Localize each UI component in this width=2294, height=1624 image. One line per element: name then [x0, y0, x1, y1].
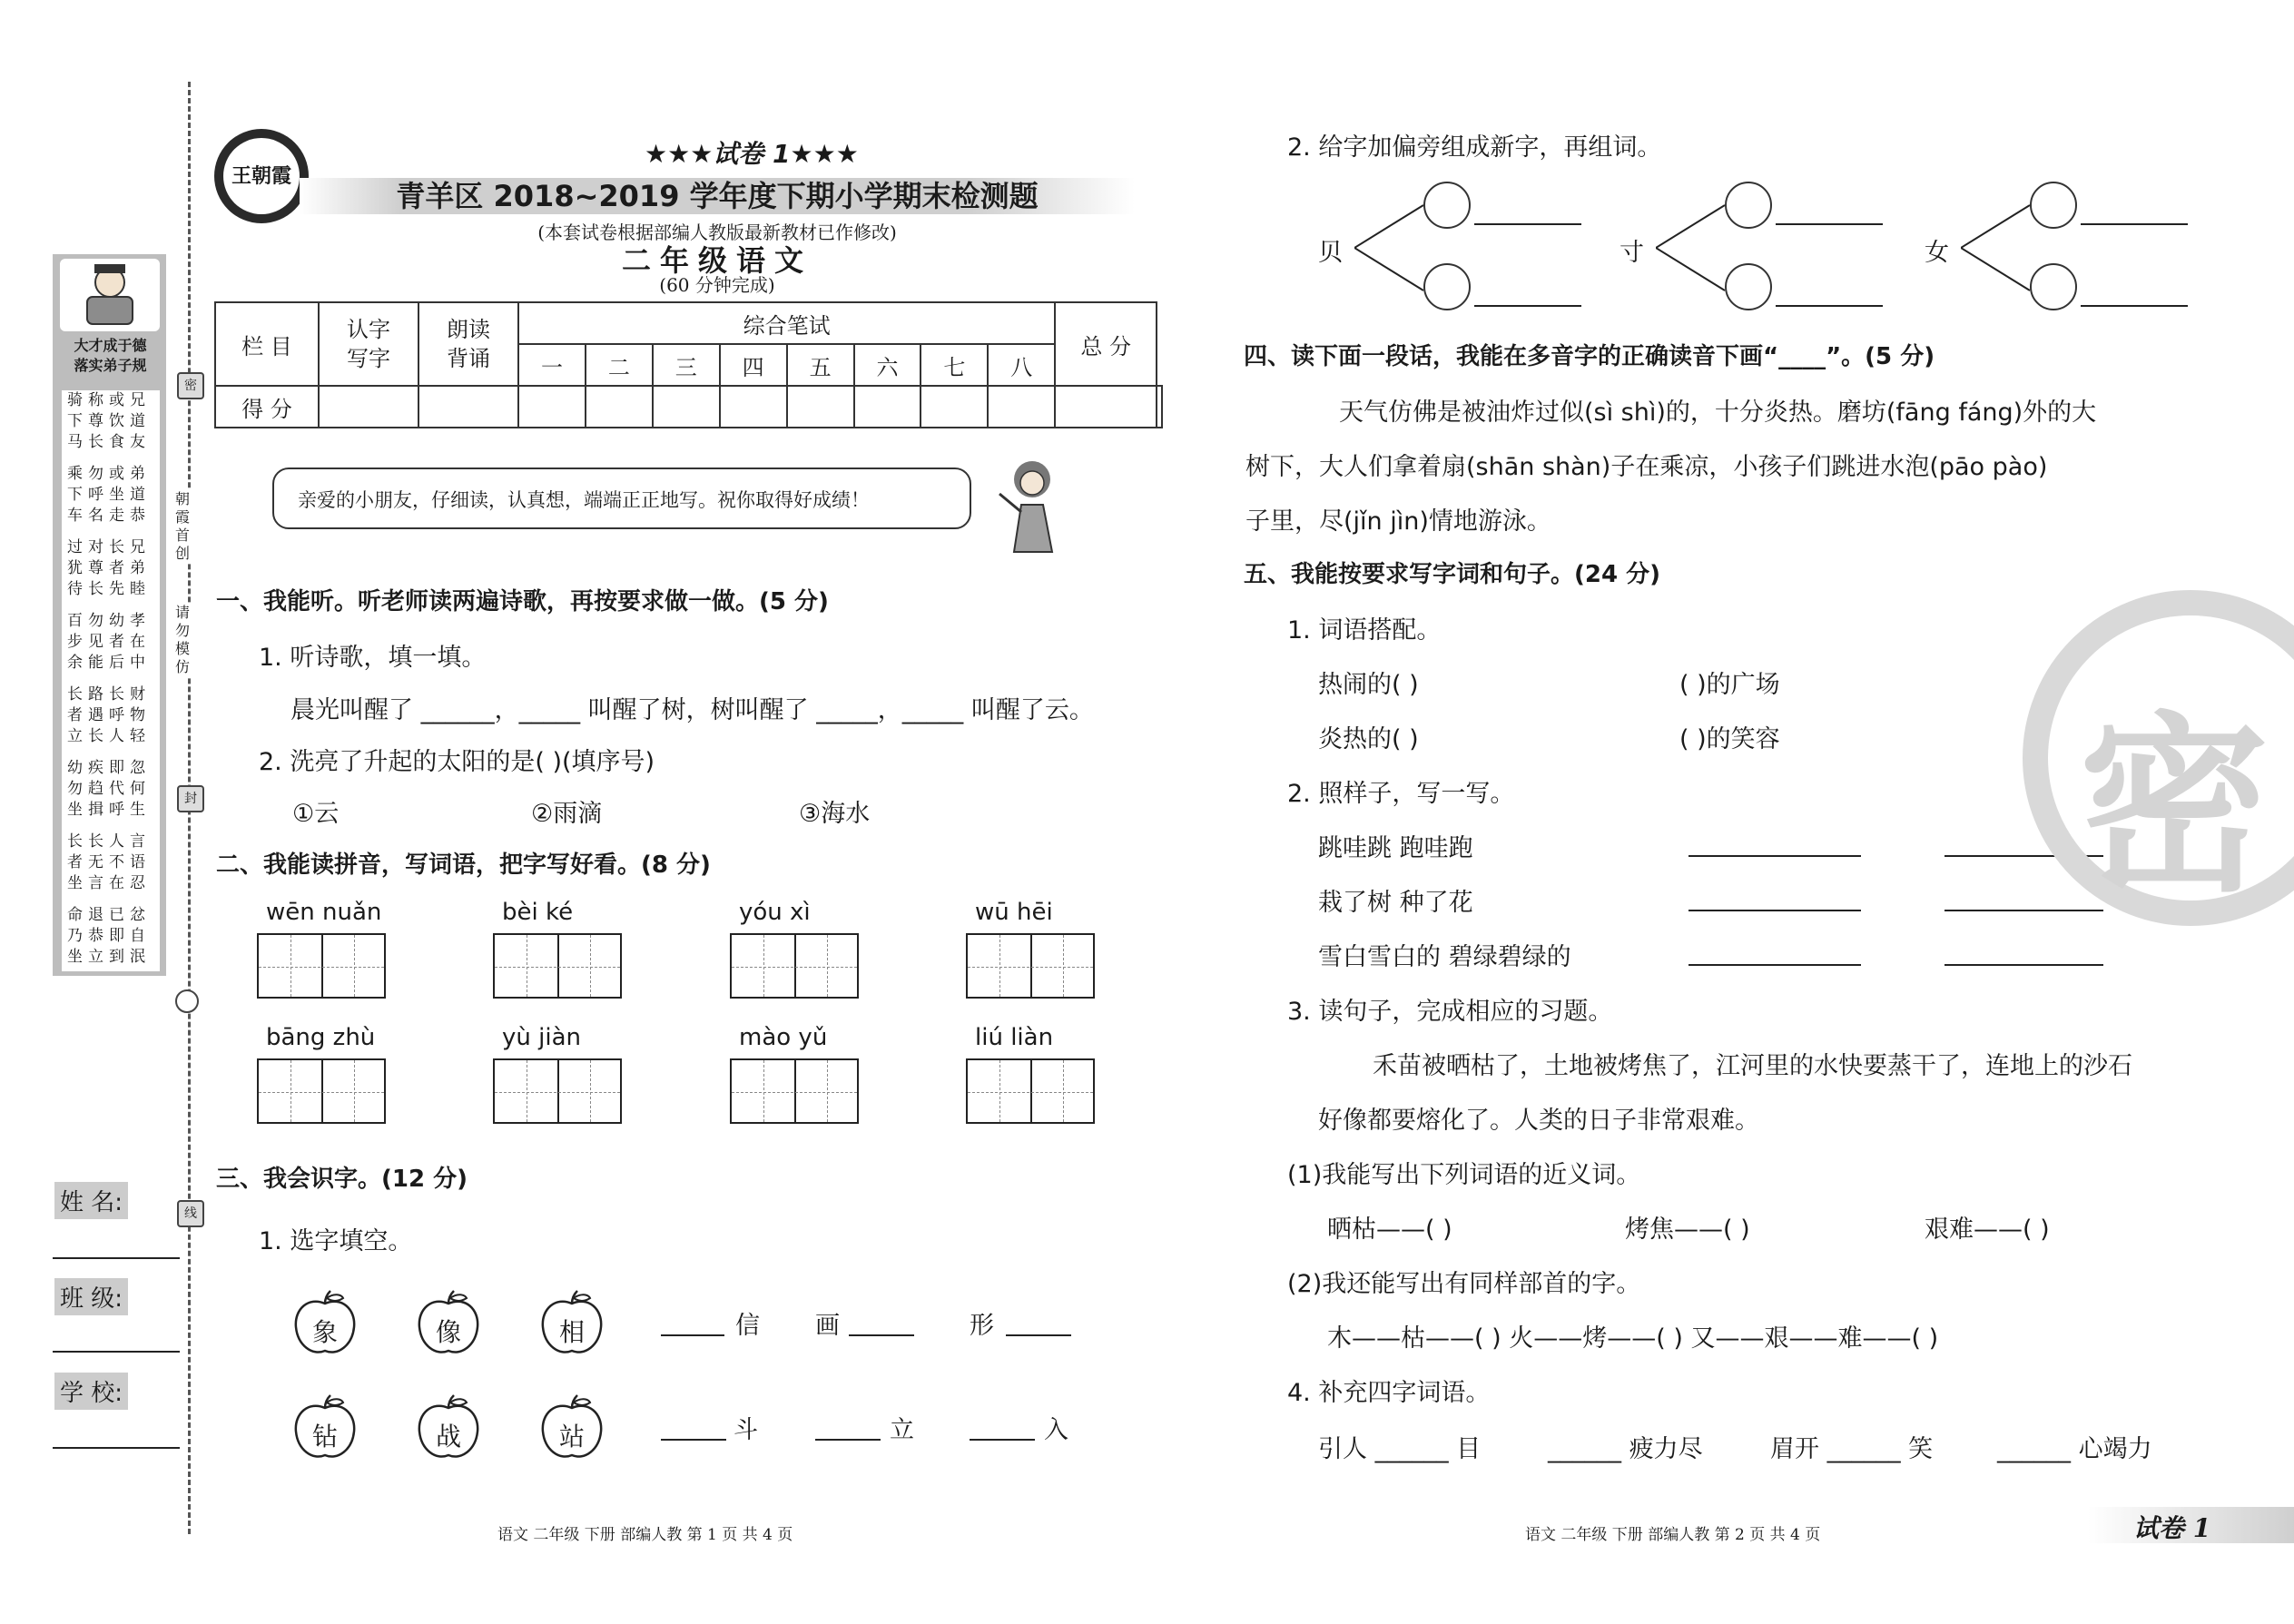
- s1-option-1: ①云: [292, 800, 340, 828]
- radical-circle[interactable]: [1725, 182, 1772, 229]
- fill-char: 斗: [733, 1416, 758, 1444]
- apple-char: 象: [311, 1317, 338, 1347]
- match-b2[interactable]: ( )的笑容: [1679, 725, 1780, 753]
- score-cell[interactable]: [1055, 386, 1157, 428]
- score-sub-6: 六: [854, 344, 921, 386]
- section-3-title: 三、我会识字。(12 分): [216, 1166, 468, 1193]
- fill-blank[interactable]: [849, 1334, 914, 1336]
- writing-grid[interactable]: [966, 1058, 1095, 1124]
- score-cell[interactable]: [418, 386, 518, 428]
- score-table: [214, 301, 1163, 428]
- fill-blank[interactable]: [661, 1334, 724, 1336]
- score-cell[interactable]: [854, 386, 921, 428]
- radical-char: 贝: [1318, 239, 1343, 267]
- apple-char: 相: [558, 1317, 585, 1347]
- idiom-2[interactable]: ______ 疲力尽: [1548, 1435, 1703, 1463]
- writing-grid[interactable]: [493, 1058, 622, 1124]
- encouragement-bubble: 亲爱的小朋友，仔细读，认真想，端端正正地写。祝你取得好成绩！: [272, 468, 971, 529]
- s4-line-1: 天气仿佛是被油炸过似(sì shì)的，十分炎热。磨坊(fāng fáng)外的大: [1339, 399, 2097, 427]
- synonym-2[interactable]: 烤焦——( ): [1625, 1216, 1750, 1244]
- score-sub-8: 八: [988, 344, 1055, 386]
- pinyin-label: yù jiàn: [502, 1024, 581, 1051]
- pinyin-label: liú liàn: [975, 1024, 1054, 1051]
- school-field[interactable]: [53, 1447, 180, 1449]
- sidebar-motto: 大才成于德 落实弟子规: [74, 337, 147, 374]
- s4-line-3: 子里，尽(jǐn jìn)情地游泳。: [1245, 507, 1551, 536]
- word-line[interactable]: [1474, 223, 1581, 225]
- section-4-title: 四、读下面一段话，我能在多音字的正确读音下画“____”。(5 分): [1244, 343, 1935, 370]
- pinyin-label: mào yǔ: [739, 1024, 828, 1051]
- paper-number: ★★★试卷 1★★★: [645, 139, 859, 169]
- section-5-title: 五、我能按要求写字词和句子。(24 分): [1244, 561, 1660, 588]
- s1-q1: 1. 听诗歌，填一填。: [259, 644, 487, 672]
- name-field[interactable]: [53, 1257, 180, 1259]
- radical-circle[interactable]: [1725, 263, 1772, 310]
- fill-char: 立: [890, 1416, 914, 1444]
- poem-block: 骑称或兄 下尊饮道 马长食友: [67, 391, 151, 451]
- s5-q3: 3. 读句子，完成相应的习题。: [1287, 998, 1613, 1026]
- s1-q1-line: 晨光叫醒了 ______，_____ 叫醒了树，树叫醒了 _____，_____ 叫醒了云。: [290, 696, 1094, 724]
- s5-q4: 4. 补充四字词语。: [1287, 1379, 1491, 1407]
- score-cell[interactable]: [319, 386, 418, 428]
- match-a2[interactable]: 炎热的( ): [1318, 725, 1419, 753]
- s1-option-2: ②雨滴: [531, 800, 603, 828]
- score-cell[interactable]: [921, 386, 988, 428]
- answer-line[interactable]: [1689, 855, 1861, 857]
- match-b1[interactable]: ( )的广场: [1679, 671, 1780, 699]
- page-subtitle: (本套试卷根据部编人教版最新教材已作修改): [537, 221, 897, 243]
- idiom-1[interactable]: 引人 ______ 目: [1318, 1435, 1482, 1463]
- seal-tag-mi: 密: [177, 372, 204, 399]
- word-line[interactable]: [2081, 223, 2188, 225]
- writing-grid[interactable]: [966, 933, 1095, 999]
- score-sub-1: 一: [518, 344, 586, 386]
- synonym-1[interactable]: 晒枯——( ): [1327, 1216, 1452, 1244]
- example-2: 栽了树 种了花: [1318, 889, 1473, 917]
- match-a1[interactable]: 热闹的( ): [1318, 671, 1419, 699]
- radical-circle[interactable]: [2030, 182, 2077, 229]
- score-cell[interactable]: [653, 386, 720, 428]
- footer-right: 语文 二年级 下册 部编人教 第 2 页 共 4 页: [1525, 1526, 1821, 1544]
- pinyin-label: wū hēi: [975, 899, 1053, 926]
- branch-lines: [1961, 198, 2033, 298]
- watermark-char: 密: [2079, 694, 2270, 918]
- writing-grid[interactable]: [257, 1058, 386, 1124]
- fill-char: 入: [1044, 1416, 1068, 1444]
- example-3: 雪白雪白的 碧绿碧绿的: [1318, 943, 1571, 971]
- score-col-ld: 朗读 背诵: [418, 302, 518, 386]
- branch-lines: [1656, 198, 1728, 298]
- radical-line[interactable]: 木——枯——( ) 火——烤——( ) 又——艰——难——( ): [1327, 1324, 1939, 1353]
- section-1-title: 一、我能听。听老师读两遍诗歌，再按要求做一做。(5 分): [216, 588, 829, 615]
- writing-grid[interactable]: [730, 933, 859, 999]
- sidebar-poem: [62, 390, 160, 971]
- score-sub-4: 四: [720, 344, 787, 386]
- writing-grid[interactable]: [730, 1058, 859, 1124]
- score-col-total: 总 分: [1055, 302, 1157, 386]
- branch-lines: [1354, 198, 1427, 298]
- s5-q2: 2. 照样子，写一写。: [1287, 780, 1515, 808]
- pinyin-label: bāng zhù: [266, 1024, 376, 1051]
- s4-line-2: 树下，大人们拿着扇(shān shàn)子在乘凉，小孩子们跳进水泡(pāo pào): [1245, 453, 2048, 481]
- score-sub-5: 五: [787, 344, 854, 386]
- idiom-3[interactable]: 眉开 ______ 笑: [1770, 1435, 1934, 1463]
- seal-tag-xian: 线: [177, 1200, 204, 1227]
- s5-q1: 1. 词语搭配。: [1287, 616, 1442, 645]
- synonym-3[interactable]: 艰难——( ): [1925, 1216, 2050, 1244]
- vertical-note-no-copy: 请勿模仿: [172, 604, 192, 676]
- r-q2-title: 2. 给字加偏旁组成新字，再组词。: [1287, 133, 1662, 162]
- apple-char: 像: [435, 1317, 461, 1347]
- poem-block: 命退已忿 乃恭即自 坐立到泯: [67, 906, 151, 966]
- answer-line[interactable]: [1944, 964, 2103, 966]
- writing-grid[interactable]: [493, 933, 622, 999]
- poem-block: 长路长财 者遇呼物 立长人轻: [67, 685, 151, 745]
- score-col-zh: 综合笔试: [518, 302, 1055, 344]
- seal-tag-feng: 封: [177, 785, 204, 812]
- word-line[interactable]: [1776, 305, 1883, 307]
- brand-logo-text: 王朝霞: [223, 138, 300, 214]
- corner-paper-label: 试卷 1: [2133, 1513, 2211, 1543]
- sub-question-1: (1)我能写出下列词语的近义词。: [1287, 1161, 1641, 1189]
- score-sub-2: 二: [586, 344, 653, 386]
- score-cell[interactable]: [787, 386, 854, 428]
- score-col-item: 栏 目: [215, 302, 319, 386]
- answer-line[interactable]: [1689, 910, 1861, 911]
- radical-char: 寸: [1620, 239, 1644, 267]
- apple-char: 战: [435, 1422, 461, 1452]
- word-line[interactable]: [1474, 305, 1581, 307]
- poem-block: 长长人言 者无不语 坐言在忍: [67, 832, 151, 892]
- school-label: 学 校:: [54, 1373, 128, 1410]
- poem-block: 百勿幼孝 步见者在 余能后中: [67, 612, 151, 672]
- apple-char: 钻: [311, 1422, 338, 1452]
- writing-grid[interactable]: [257, 933, 386, 999]
- apple-char: 站: [558, 1422, 585, 1452]
- pinyin-label: bèi ké: [502, 899, 574, 926]
- score-cell[interactable]: [586, 386, 653, 428]
- footer-left: 语文 二年级 下册 部编人教 第 1 页 共 4 页: [497, 1526, 793, 1544]
- word-line[interactable]: [2081, 305, 2188, 307]
- fill-char: 形: [970, 1312, 994, 1340]
- class-field[interactable]: [53, 1351, 180, 1353]
- s3-q1: 1. 选字填空。: [259, 1227, 413, 1255]
- timing-note: (60 分钟完成): [659, 274, 775, 296]
- poem-block: 幼疾即忽 勿趋代何 坐揖呼生: [67, 759, 151, 819]
- fill-blank[interactable]: [1006, 1334, 1071, 1336]
- fill-char: 信: [735, 1312, 760, 1340]
- name-label: 姓 名:: [54, 1182, 128, 1219]
- passage-line-1: 禾苗被晒枯了，土地被烤焦了，江河里的水快要蒸干了，连地上的沙石: [1373, 1052, 2132, 1080]
- poem-block: 乘勿或弟 下呼坐道 车名走恭: [67, 465, 151, 525]
- grade-subject: 二年级语文: [621, 243, 812, 278]
- score-col-rz: 认字 写字: [319, 302, 418, 386]
- fill-blank[interactable]: [815, 1439, 881, 1441]
- passage-line-2: 好像都要熔化了。人类的日子非常艰难。: [1318, 1107, 1759, 1135]
- binding-hole: [175, 989, 199, 1013]
- radical-circle[interactable]: [2030, 263, 2077, 310]
- word-line[interactable]: [1776, 223, 1883, 225]
- poem-block: 过对长兄 犹尊者弟 待长先睦: [67, 538, 151, 598]
- radical-circle[interactable]: [1423, 263, 1471, 310]
- s1-option-3: ③海水: [799, 800, 871, 828]
- example-1: 跳哇跳 跑哇跑: [1318, 834, 1473, 862]
- idiom-4[interactable]: ______ 心竭力: [1997, 1435, 2152, 1463]
- score-sub-7: 七: [921, 344, 988, 386]
- score-cell[interactable]: [988, 386, 1055, 428]
- fill-char: 画: [815, 1312, 840, 1340]
- vertical-note-original: 朝霞首创: [172, 490, 192, 563]
- s1-q2: 2. 洗亮了升起的太阳的是( )(填序号): [259, 748, 655, 776]
- score-cell[interactable]: [1157, 386, 1162, 428]
- radical-char: 女: [1925, 239, 1949, 267]
- pinyin-label: wēn nuǎn: [266, 899, 382, 926]
- score-cell[interactable]: [720, 386, 787, 428]
- score-row-label: 得 分: [215, 386, 319, 428]
- score-sub-3: 三: [653, 344, 720, 386]
- page-title: 青羊区 2018~2019 学年度下期小学期末检测题: [396, 179, 1039, 213]
- teacher-illustration: [994, 454, 1067, 554]
- fill-blank[interactable]: [661, 1439, 726, 1441]
- radical-circle[interactable]: [1423, 182, 1471, 229]
- sub-question-2: (2)我还能写出有同样部首的字。: [1287, 1270, 1641, 1298]
- section-2-title: 二、我能读拼音，写词语，把字写好看。(8 分): [216, 851, 711, 879]
- class-label: 班 级:: [54, 1278, 128, 1315]
- mascot-image: [60, 259, 160, 331]
- fill-blank[interactable]: [970, 1439, 1035, 1441]
- answer-line[interactable]: [1689, 964, 1861, 966]
- pinyin-label: yóu xì: [739, 899, 811, 926]
- score-cell[interactable]: [518, 386, 586, 428]
